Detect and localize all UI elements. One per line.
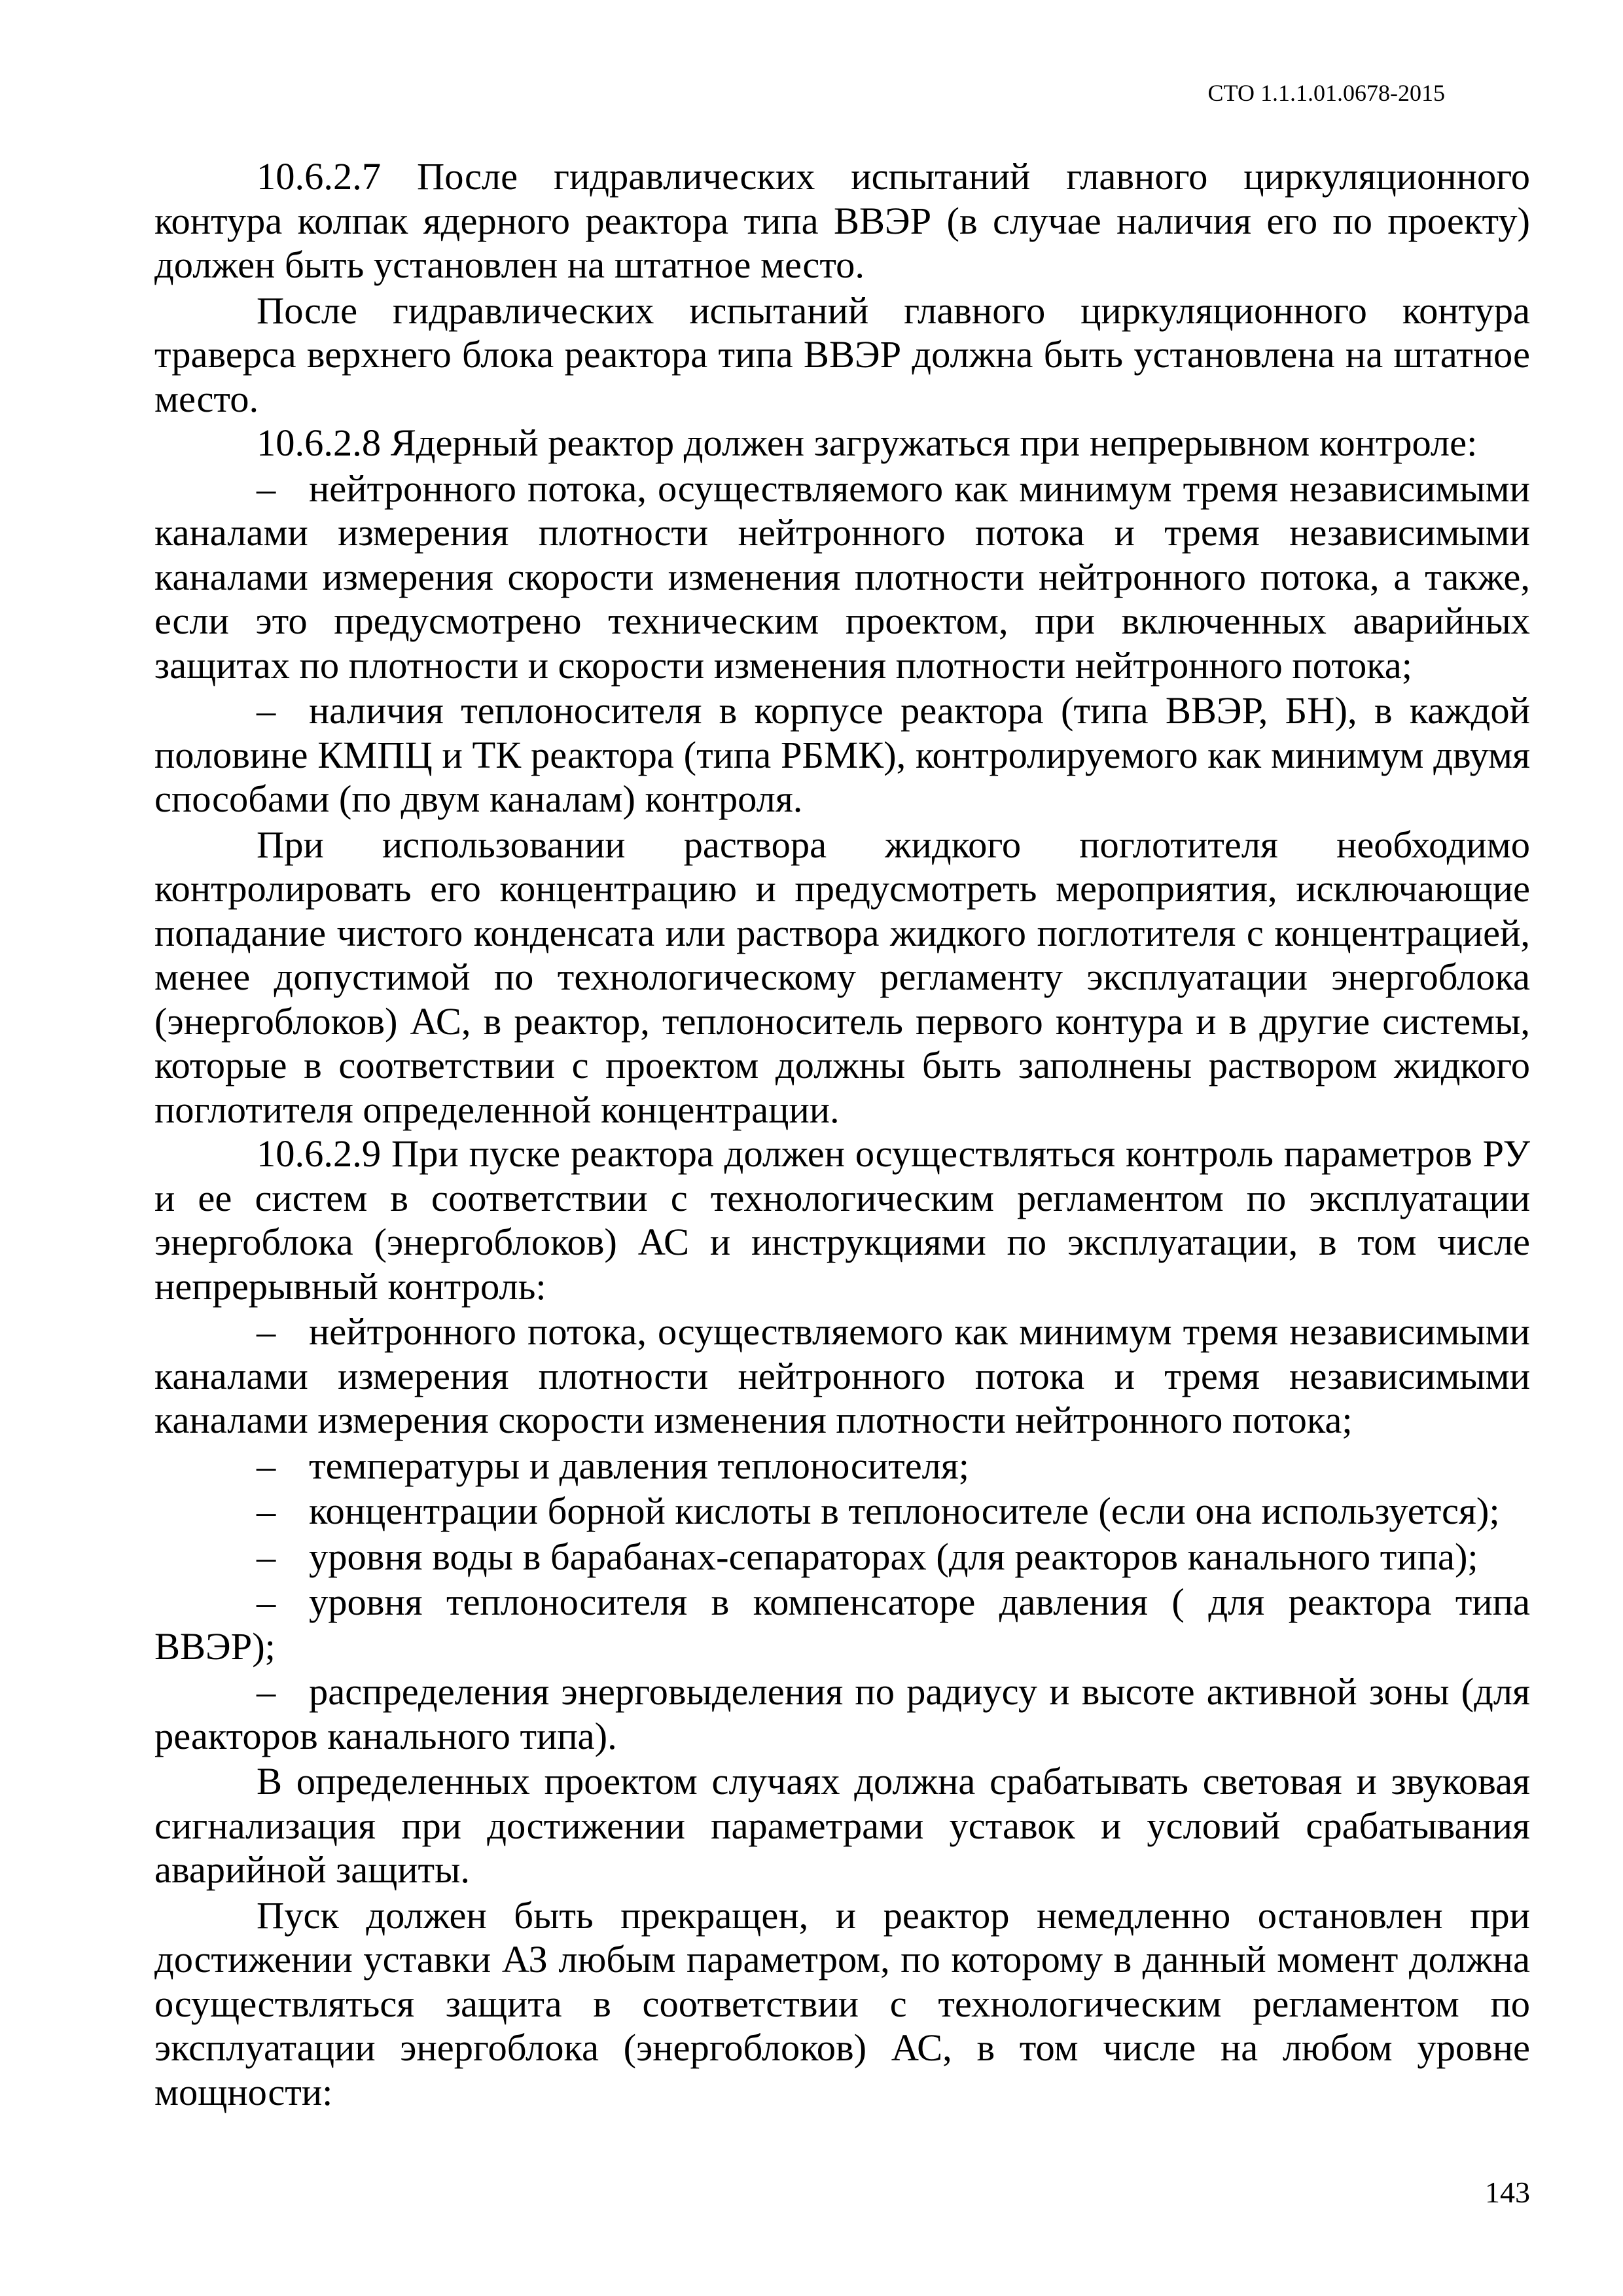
paragraph-10-6-2-7: 10.6.2.7 После гидравлических испытаний главного циркуляционного контура колпак ядерного реактора типа ВВЭР (в случае наличия его по проекту) должен быть установлен на штатное место. [154, 155, 1530, 286]
paragraph-10-6-2-8: 10.6.2.8 Ядерный реактор должен загружаться при непрерывном контроле: [257, 422, 1478, 464]
list-item-text: температуры и давления теплоносителя; [309, 1444, 970, 1487]
paragraph-startup-termination: Пуск должен быть прекращен, и реактор немедленно остановлен при достижении уставки АЗ любым параметром, по которому в данный момент должна осуществляться защита в соответствии с технологическим регламентом по эксплуатации энергоблока (энергоблоков) АС, в том числе на любом уровне мощности: [154, 1893, 1530, 2113]
list-dash: – [257, 689, 276, 732]
list-dash: – [257, 1444, 276, 1487]
list-item [154, 1535, 1530, 1579]
list-item-text: концентрации борной кислоты в теплоносителе (если она используется); [309, 1490, 1500, 1532]
paragraph-traverse: После гидравлических испытаний главного циркуляционного контура траверса верхнего блока реактора типа ВВЭР должна быть установлена на штатное место. [154, 289, 1530, 420]
list-item [154, 1489, 1530, 1534]
list-item [154, 1310, 1530, 1443]
page-number: 143 [1485, 2176, 1530, 2209]
list-dash: – [257, 1670, 276, 1713]
document-code-header: СТО 1.1.1.01.0678-2015 [1207, 80, 1445, 106]
list-item [154, 1670, 1530, 1758]
list-item [154, 1580, 1530, 1668]
list-item-text: распределения энерговыделения по радиусу и высоте активной зоны (для реакторов канального типа). [154, 1670, 1530, 1757]
paragraph-10-6-2-9: 10.6.2.9 При пуске реактора должен осуществляться контроль параметров РУ и ее систем в соответствии с технологическим регламентом по эксплуатации энергоблока (энергоблоков) АС и инструкциями по эксплуатации, в том числе непрерывный контроль: [154, 1132, 1530, 1308]
list-item-text: наличия теплоносителя в корпусе реактора (типа ВВЭР, БН), в каждой половине КМПЦ и ТК реактора (типа РБМК), контролируемого как минимум двумя способами (по двум каналам) контроля. [154, 689, 1530, 820]
list-item [154, 1444, 1530, 1488]
document-body [154, 154, 1530, 2114]
list-item [154, 467, 1530, 688]
paragraph-signalization: В определенных проектом случаях должна срабатывать световая и звуковая сигнализация при достижении параметрами уставок и условий срабатывания аварийной защиты. [154, 1760, 1530, 1891]
paragraph-absorber-solution: При использовании раствора жидкого поглотителя необходимо контролировать его концентрацию и предусмотреть мероприятия, исключающие попадание чистого конденсата или раствора жидкого поглотителя с концентрацией, менее допустимой по технологическому регламенту эксплуатации энергоблока (энергоблоков) АС, в реактор, теплоноситель первого контура и в другие системы, которые в соответствии с проектом должны быть заполнены раствором жидкого поглотителя определенной концентрации. [154, 823, 1530, 1131]
list-item-text: нейтронного потока, осуществляемого как минимум тремя независимыми каналами измерения плотности нейтронного потока и тремя независимыми каналами измерения скорости изменения плотности нейтронного потока; [154, 1310, 1530, 1441]
list-dash: – [257, 1310, 276, 1353]
list-dash: – [257, 467, 276, 510]
list-dash: – [257, 1535, 276, 1578]
list-item-text: нейтронного потока, осуществляемого как минимум тремя независимыми каналами измерения плотности нейтронного потока и тремя независимыми каналами измерения скорости изменения плотности нейтронного потока, а также, если это предусмотрено техническим проектом, при включенных аварийных защитах по плотности и скорости изменения плотности нейтронного потока; [154, 467, 1530, 687]
list-item-text: уровня воды в барабанах-сепараторах (для реакторов канального типа); [309, 1535, 1478, 1578]
list-dash: – [257, 1581, 276, 1623]
list-item-text: уровня теплоносителя в компенсаторе давления ( для реактора типа ВВЭР); [154, 1581, 1530, 1668]
list-dash: – [257, 1490, 276, 1532]
list-item [154, 689, 1530, 821]
